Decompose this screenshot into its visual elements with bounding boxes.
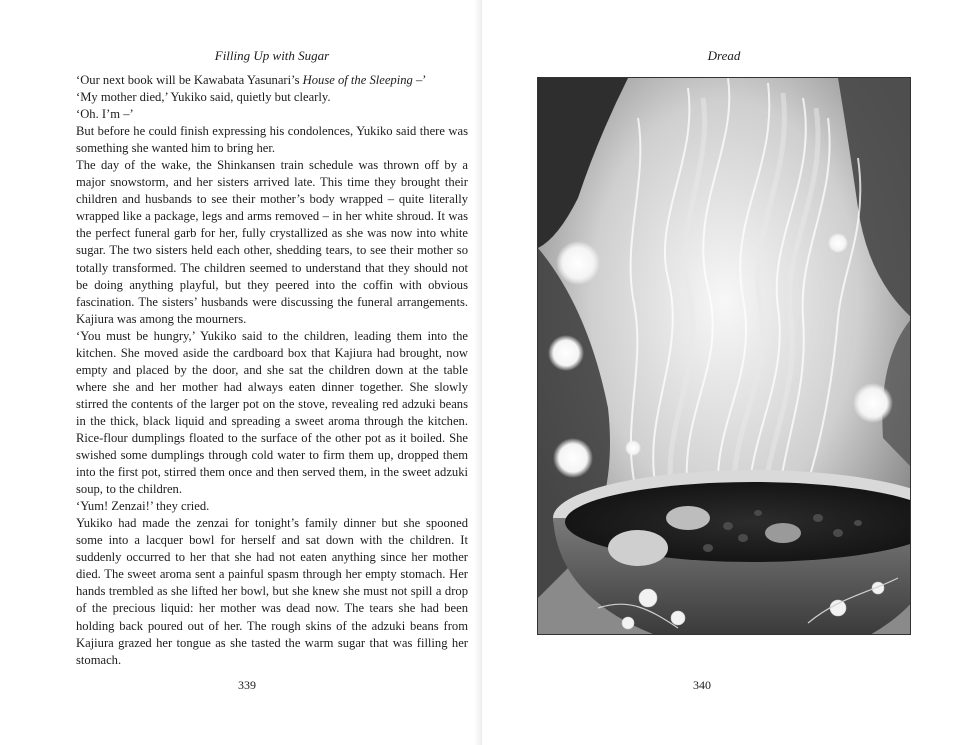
- right-page: [482, 0, 965, 745]
- running-head-right: Dread: [707, 48, 741, 63]
- paragraph-1: ‘Our next book will be Kawabata Yasunari’s House of the Sleeping –’: [76, 73, 427, 87]
- zenzai-bowl-illustration: [537, 77, 911, 635]
- paragraph-8: Yukiko had made the zenzai for tonight’s family dinner but she spooned some into a lacquer bowl for herself and sat down with the children. It suddenly occurred to her that she had not eaten anything since her mother died. The sweet aroma sent a painful spasm through her empty stomach. Her hands trembled as she lifted her bowl, but she knew she must not spill a drop of the precious liquid: her mother was dead now. The tears she had been holding back poured out of her. The rough skins of the adzuki beans from Kajiura grazed her tongue as she tasted the warm sugar that was filling her stomach.: [76, 516, 468, 667]
- running-head-left: Filling Up with Sugar: [214, 48, 330, 63]
- page-number-right: 340: [693, 678, 711, 692]
- paragraph-7: ‘Yum! Zenzai!’ they cried.: [76, 499, 210, 514]
- page-number-left: 339: [238, 678, 256, 692]
- paragraph-3: ‘Oh. I’m –’: [76, 107, 134, 122]
- paragraph-4: But before he could finish expressing his condolences, Yukiko said there was something she wanted him to bring her.: [76, 124, 468, 156]
- left-page: [0, 0, 482, 745]
- book-title: House of the Sleeping: [302, 73, 413, 87]
- body-text: [76, 72, 468, 669]
- illustration-art: [538, 78, 911, 635]
- paragraph-6: ‘You must be hungry,’ Yukiko said to the children, leading them into the kitchen. She moved aside the cardboard box that Kajiura had brought, now empty and placed by the door, and she sat the children down at the table where she and her mother had always eaten dinner together. She slowly stirred the contents of the larger pot on the stove, revealing red adzuki beans in the thick, black liquid and spreading a sweet aroma through the kitchen. Rice-flour dumplings floated to the surface of the other pot as it boiled. She swished some dumplings through cold water to firm them up, dropped them into the first pot, stirred them once and then served them, in the sweet adzuki soup, to the children.: [76, 328, 468, 497]
- paragraph-2: ‘My mother died,’ Yukiko said, quietly but clearly.: [76, 90, 331, 105]
- paragraph-5: The day of the wake, the Shinkansen train schedule was thrown off by a major snowstorm, and her sisters arrived late. This time they brought their children and husbands to see their mother’s body wrapped – quite literally wrapped like a package, legs and arms removed – in her white shroud. It was the perfect funeral garb for her, fully crystallized as she was now into white sugar. The two sisters held each other, shedding tears, to see their mother so totally transformed. The children seemed to understand that they should not be doing anything playful, but they peered into the coffin with obvious fascination. The sisters’ husbands were discussing the funeral arrangements. Kajiura was among the mourners.: [76, 158, 468, 326]
